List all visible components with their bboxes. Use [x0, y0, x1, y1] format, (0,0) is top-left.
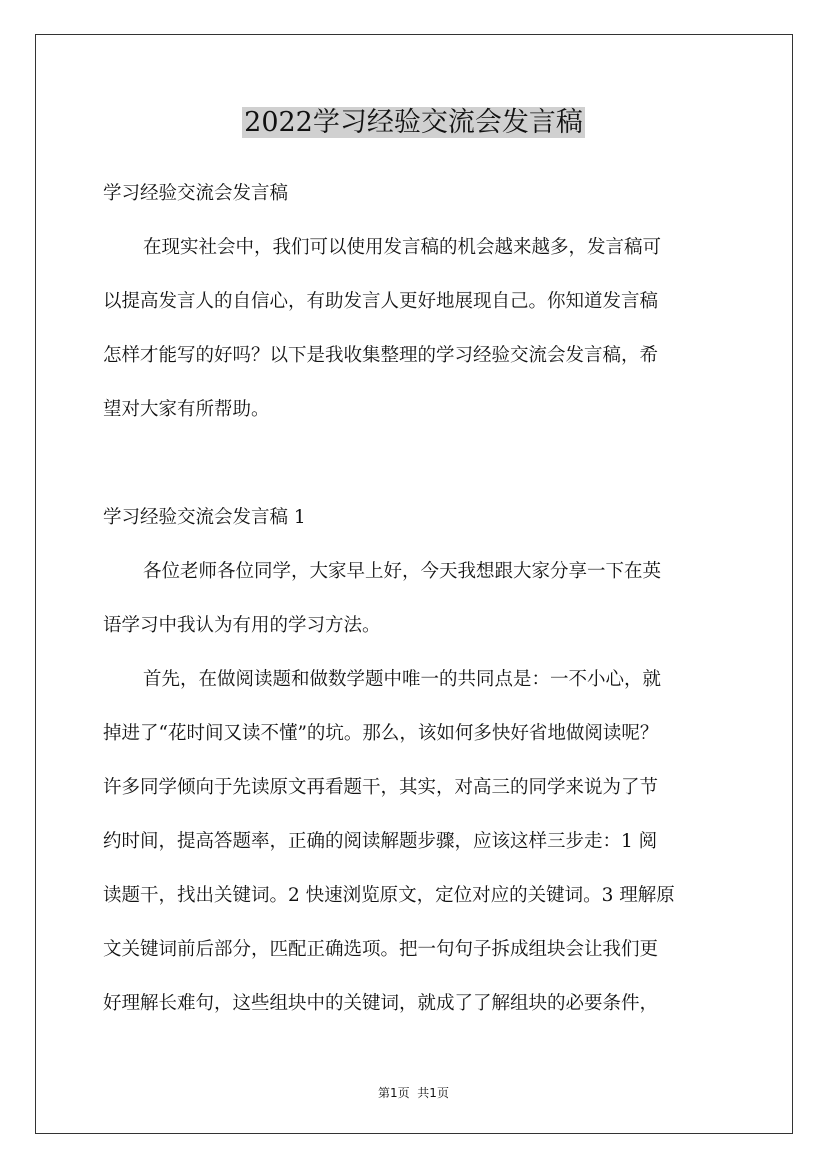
intro-line: 以提高发言人的自信心，有助发言人更好地展现自己。你知道发言稿 — [103, 291, 659, 312]
paragraph-line: 语学习中我认为有用的学习方法。 — [103, 615, 381, 636]
paragraph-line: 文关键词前后部分，匹配正确选项。把一句句子拆成组块会让我们更 — [103, 939, 659, 960]
page-footer: 第1页 共1页 — [378, 1086, 449, 1100]
paragraph-line: 读题干，找出关键词。2 快速浏览原文，定位对应的关键词。3 理解原 — [103, 885, 675, 906]
document-subtitle: 学习经验交流会发言稿 — [103, 183, 289, 204]
document-title — [0, 103, 827, 143]
document-title-text: 2022学习经验交流会发言稿 — [244, 107, 583, 138]
paragraph-line: 掉进了“花时间又读不懂”的坑。那么，该如何多快好省地做阅读呢？ — [103, 723, 659, 744]
intro-line: 在现实社会中，我们可以使用发言稿的机会越来越多，发言稿可 — [143, 237, 662, 258]
intro-line: 怎样才能写的好吗？以下是我收集整理的学习经验交流会发言稿，希 — [103, 345, 659, 366]
paragraph-line: 首先，在做阅读题和做数学题中唯一的共同点是：一不小心，就 — [143, 669, 662, 690]
intro-line: 望对大家有所帮助。 — [103, 399, 270, 420]
paragraph-line: 约时间，提高答题率，正确的阅读解题步骤，应该这样三步走：1 阅 — [103, 831, 658, 852]
paragraph-line: 许多同学倾向于先读原文再看题干，其实，对高三的同学来说为了节 — [103, 777, 659, 798]
paragraph-line: 各位老师各位同学，大家早上好，今天我想跟大家分享一下在英 — [143, 561, 662, 582]
paragraph-line: 好理解长难句，这些组块中的关键词，就成了了解组块的必要条件， — [103, 993, 659, 1014]
section-heading: 学习经验交流会发言稿 1 — [103, 507, 306, 528]
